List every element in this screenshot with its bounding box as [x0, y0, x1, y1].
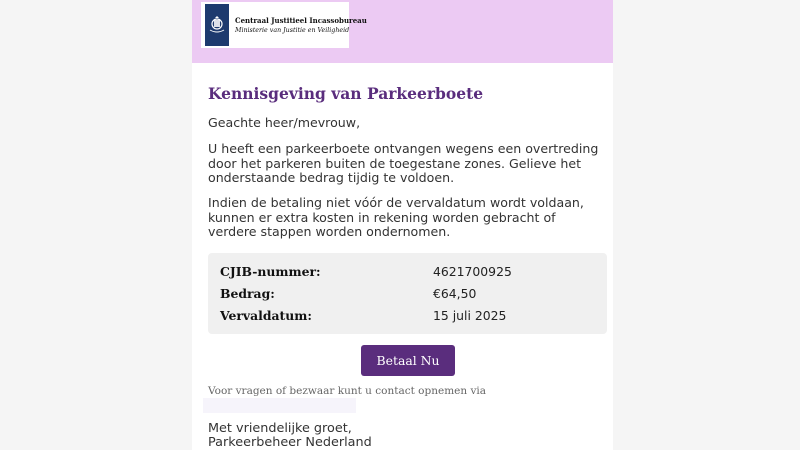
logo-line2: Ministerie van Justitie en Veiligheid — [235, 27, 350, 34]
detail-row-cjib — [220, 264, 600, 282]
dutch-coat-of-arms-icon — [205, 4, 229, 46]
email-page — [192, 0, 613, 450]
greeting: Geachte heer/mevrouw, — [208, 115, 361, 130]
logo-line1: Centraal Justitieel Incassobureau — [235, 16, 367, 25]
contact-text: Voor vragen of bezwaar kunt u contact opnemen via — [208, 385, 487, 397]
body-paragraph-2 — [208, 196, 603, 240]
detail-label: CJIB-nummer: — [220, 264, 321, 279]
body2-line: kunnen er extra kosten in rekening worden gebracht of — [208, 209, 556, 225]
contact-link[interactable] — [203, 398, 356, 413]
pay-now-button[interactable]: Betaal Nu — [361, 345, 455, 376]
detail-row-amount — [220, 286, 600, 304]
detail-label: Vervaldatum: — [220, 308, 312, 323]
email-header — [192, 0, 613, 63]
body1-line: onderstaande bedrag tijdig te voldoen. — [208, 170, 455, 185]
detail-value: 4621700925 — [433, 264, 512, 279]
body-paragraph-1 — [208, 142, 603, 186]
detail-value: 15 juli 2025 — [433, 308, 507, 323]
body1-line: U heeft een parkeerboete ontvangen wegens een overtreding — [208, 141, 599, 156]
signature-text: Parkeerbeheer Nederland — [208, 435, 372, 450]
body2-line: Indien de betaling niet vóór de vervaldatum wordt voldaan, — [208, 195, 584, 210]
detail-row-due-date — [220, 308, 600, 326]
fine-details-box — [208, 253, 607, 334]
email-title: Kennisgeving van Parkeerboete — [208, 84, 484, 103]
body1-line: door het parkeren buiten de toegestane zones. Gelieve het — [208, 155, 582, 171]
cjib-logo — [201, 2, 367, 48]
detail-value: €64,50 — [433, 286, 477, 301]
detail-label: Bedrag: — [220, 286, 275, 301]
body2-line: verdere stappen worden ondernomen. — [208, 224, 451, 239]
closing-text: Met vriendelijke groet, — [208, 421, 352, 436]
